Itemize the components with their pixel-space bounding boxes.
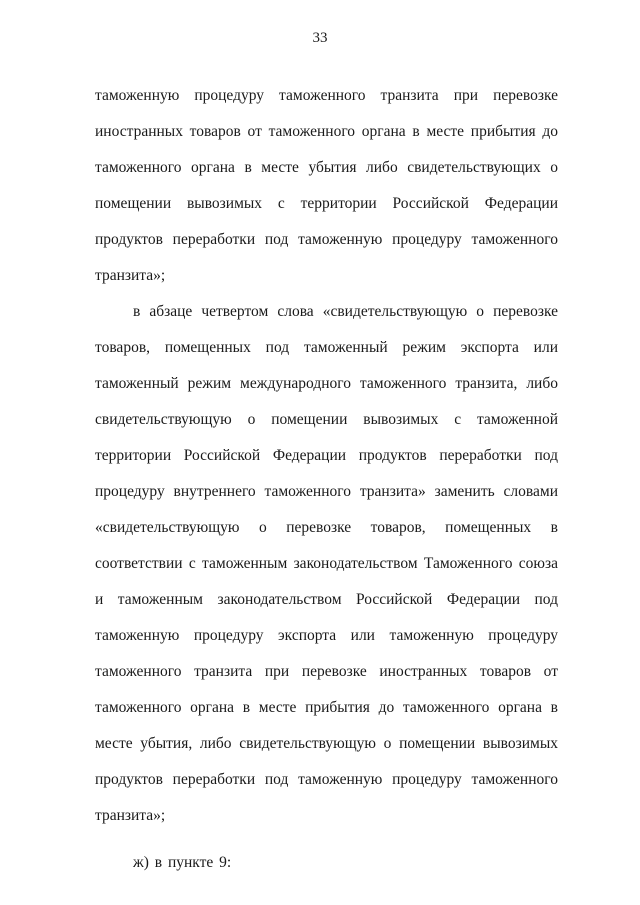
document-body xyxy=(95,78,558,881)
paragraph-item-zh: ж) в пункте 9: xyxy=(133,854,232,871)
page-number: 33 xyxy=(312,30,328,46)
paragraph-continuation: таможенную процедуру таможенного транзита при перевозке иностранных товаров от таможенного органа в месте прибытия до таможенного органа в месте убытия либо свидетельствующих о помещении вывозимых с территории Российской Федерации продуктов переработки под таможенную процедуру таможенного транзита»; xyxy=(95,87,558,284)
paragraph-amendment: в абзаце четвертом слова «свидетельствующую о перевозке товаров, помещенных под таможенный режим экспорта или таможенный режим международного таможенного транзита, либо свидетельствующую о помещении вывозимых с таможенной территории Российской Федерации продуктов переработки под процедуру внутреннего таможенного транзита» заменить словами «свидетельствующую о перевозке товаров, помещенных в соответствии с таможенным законодательством Таможенного союза и таможенным законодательством Российской Федерации под таможенную процедуру экспорта или таможенную процедуру таможенного транзита при перевозке иностранных товаров от таможенного органа в месте прибытия до таможенного органа в месте убытия, либо свидетельствующую о помещении вывозимых продуктов переработки под таможенную процедуру таможенного транзита»; xyxy=(95,303,558,824)
